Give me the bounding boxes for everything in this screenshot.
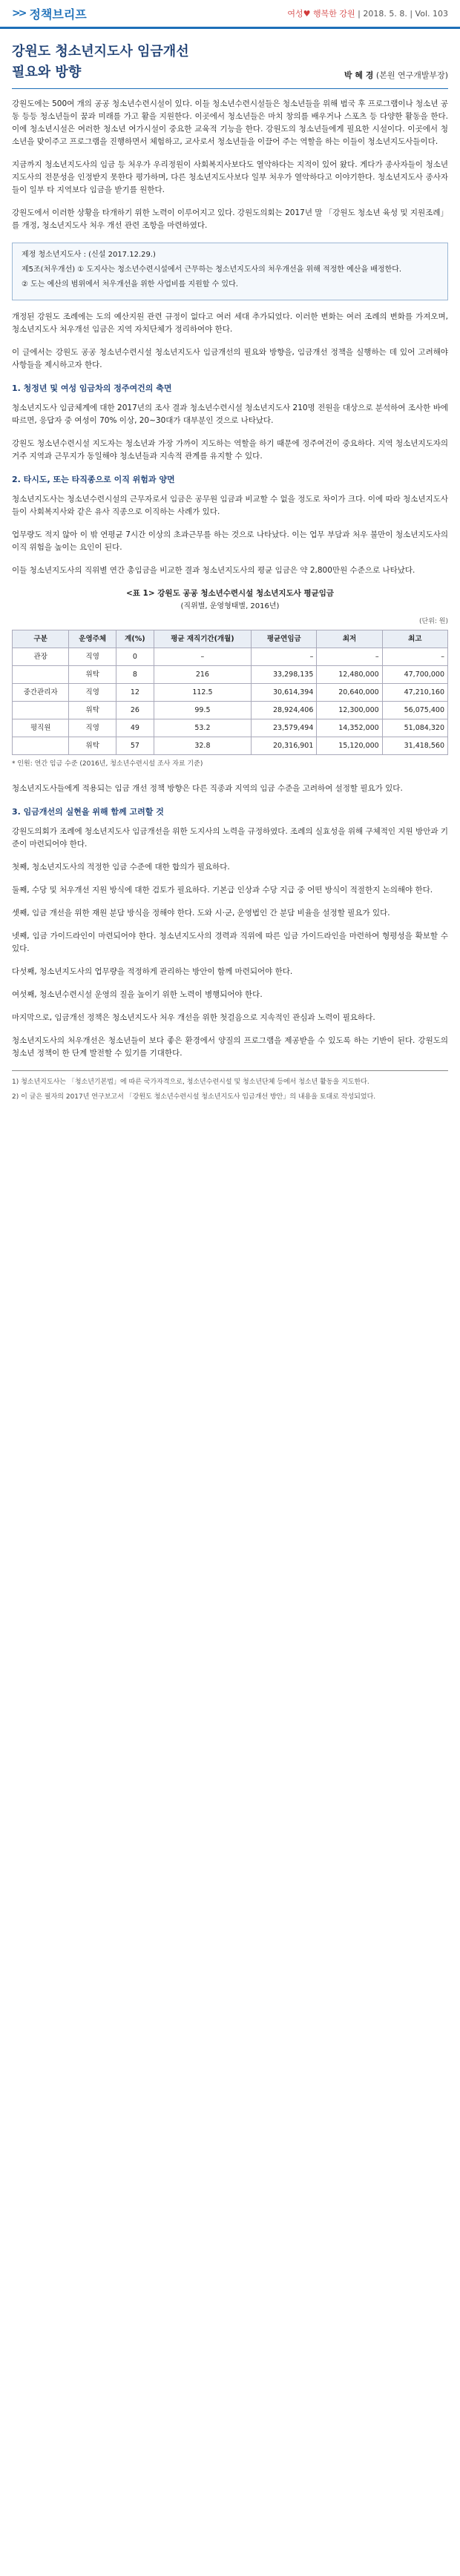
table-note: * 인원: 연간 임금 수준 (2016년, 청소년수련시설 조사 자료 기준) xyxy=(12,760,203,768)
table-cell: 0 xyxy=(116,648,154,666)
table-header: 계(%) xyxy=(116,630,154,648)
table-cell: 위탁 xyxy=(69,702,116,719)
table-cell: 31,418,560 xyxy=(382,737,447,755)
brand xyxy=(12,5,87,22)
chevron-icon: >> xyxy=(12,7,25,19)
ordinance-box xyxy=(12,243,448,300)
section-heading: 2. 타시도, 또는 타직종으로 이직 위험과 양면 xyxy=(12,475,175,484)
table-cell: 47,210,160 xyxy=(382,684,447,702)
footnote: 1) 청소년지도사는 「청소년기본법」에 따른 국가자격으로, 청소년수련시설 및 청소년단체 등에서 청소년 활동을 지도한다. xyxy=(12,1078,369,1086)
table-header: 평균 재직기간(개월) xyxy=(154,630,251,648)
table-cell: – xyxy=(154,648,251,666)
table-caption: <표 1> 강원도 공공 청소년수련시설 청소년지도사 평균임금 xyxy=(125,589,335,598)
footnote: 2) 이 글은 필자의 2017년 연구보고서 「강원도 청소년수련시설 청소년지도사 임금개선 방안」의 내용을 토대로 작성되었다. xyxy=(12,1093,376,1101)
author-org: (본원 연구개발부장) xyxy=(375,70,448,80)
table-row xyxy=(13,719,448,737)
table-cell: 56,075,400 xyxy=(382,702,447,719)
table-row xyxy=(13,684,448,702)
table-cell: 216 xyxy=(154,666,251,684)
issue-date: 2018. 5. 8. xyxy=(363,9,407,19)
article-body xyxy=(0,89,460,1102)
table-subcaption: (직위별, 운영형태별, 2016년) xyxy=(180,602,280,610)
paragraph: 개정된 강원도 조례에는 도의 예산지원 관련 규정이 없다고 여러 세대 추가되었다. 이러한 변화는 여러 조례의 변화를 가져오며, 청소년지도사 처우개선 임금은 지역 자치단체가 정리하여야 한다. xyxy=(12,312,448,334)
paragraph: 강원도에서 이러한 상황을 타개하기 위한 노력이 이루어지고 있다. 강원도의회는 2017년 말 「강원도 청소년 육성 및 지원조례」를 개정, 청소년지도사 처우 개선 관련 조항을 마련하였다. xyxy=(12,208,448,230)
table-row xyxy=(13,737,448,755)
box-line: 제5조(처우개선) ① 도지사는 청소년수련시설에서 근무하는 청소년지도사의 처우개선을 위해 적정한 예산을 배정한다. xyxy=(22,266,402,274)
table-cell: 8 xyxy=(116,666,154,684)
paragraph: 여섯째, 청소년수련시설 운영의 질을 높이기 위한 노력이 병행되어야 한다. xyxy=(12,990,263,999)
author xyxy=(344,69,448,81)
table-cell xyxy=(13,702,69,719)
paragraph: 업무량도 적지 않아 이 밖 연평균 7시간 이상의 초과근무를 하는 것으로 나타났다. 이는 업무 부담과 처우 불만이 청소년지도사의 이직 위험을 높이는 요인이 된다. xyxy=(12,530,448,552)
page-title: 강원도 청소년지도사 임금개선 xyxy=(12,44,189,59)
table-cell: 99.5 xyxy=(154,702,251,719)
issue-info: 여성♥ 행복한 강원 | 2018. 5. 8. | Vol. 103 xyxy=(287,9,448,19)
table-cell: 15,120,000 xyxy=(317,737,382,755)
table-cell: – xyxy=(252,648,317,666)
table-cell xyxy=(13,666,69,684)
table-cell: 12,300,000 xyxy=(317,702,382,719)
paragraph: 넷째, 임금 가이드라인이 마련되어야 한다. 청소년지도사의 경력과 직위에 따른 임금 가이드라인을 마련하여 형평성을 확보할 수 있다. xyxy=(12,932,448,953)
table-cell: 14,352,000 xyxy=(317,719,382,737)
paragraph: 강원도 청소년수련시설 지도자는 청소년과 가장 가까이 지도하는 역할을 하기 때문에 정주여건이 중요하다. 지역 청소년지도자의 거주 지역과 근무지가 동일해야 청소년들과 지속적 관계를 유지할 수 있다. xyxy=(12,439,448,461)
table-cell: 20,640,000 xyxy=(317,684,382,702)
table-cell xyxy=(13,737,69,755)
table-cell: 12,480,000 xyxy=(317,666,382,684)
table-cell: 위탁 xyxy=(69,666,116,684)
paragraph: 둘째, 수당 및 처우개선 지원 방식에 대한 검토가 필요하다. 기본급 인상과 수당 지급 중 어떤 방식이 적절한지 논의해야 한다. xyxy=(12,886,433,895)
table-header: 구분 xyxy=(13,630,69,648)
paragraph: 마지막으로, 임금개선 정책은 청소년지도사 처우 개선을 위한 첫걸음으로 지속적인 관심과 노력이 필요하다. xyxy=(12,1013,375,1022)
issue-tag: 여성♥ 행복한 강원 xyxy=(287,9,355,19)
box-line: 제정 청소년지도사 : (신설 2017.12.29.) xyxy=(22,251,156,259)
paragraph: 청소년지도사의 처우개선은 청소년들이 보다 좋은 환경에서 양질의 프로그램을 제공받을 수 있도록 하는 기반이 된다. 강원도의 청소년 정책이 한 단계 발전할 수 있기를 기대한다. xyxy=(12,1036,448,1058)
table-cell: 중간관리자 xyxy=(13,684,69,702)
table-cell: – xyxy=(382,648,447,666)
section-heading: 1. 청정년 및 여성 임금차의 정주여건의 축면 xyxy=(12,383,172,393)
table-row xyxy=(13,666,448,684)
header xyxy=(0,0,460,29)
paragraph: 셋째, 임금 개선을 위한 재원 분담 방식을 정해야 한다. 도와 시·군, 운영법인 간 분담 비율을 설정할 필요가 있다. xyxy=(12,909,390,918)
table-cell: 49 xyxy=(116,719,154,737)
paragraph: 첫째, 청소년지도사의 적정한 임금 수준에 대한 합의가 필요하다. xyxy=(12,863,230,872)
section-heading: 3. 임금개선의 실현을 위해 함께 고려할 것 xyxy=(12,807,164,817)
issue-vol: Vol. 103 xyxy=(415,9,448,19)
table-header: 운영주체 xyxy=(69,630,116,648)
brand-title: 정책브리프 xyxy=(29,7,87,22)
paragraph: 강원도의회가 조례에 청소년지도사 임금개선을 위한 도지사의 노력을 규정하였다. 조례의 실효성을 위해 구체적인 지원 방안과 기준이 마련되어야 한다. xyxy=(12,827,448,849)
table-header: 최저 xyxy=(317,630,382,648)
table-cell: 30,614,394 xyxy=(252,684,317,702)
paragraph: 이 글에서는 강원도 공공 청소년수련시설 청소년지도사 임금개선의 필요와 방향을, 임금개선 정책을 실행하는 데 있어 고려해야 사항들을 제시하고자 한다. xyxy=(12,348,448,369)
author-name: 박 혜 경 xyxy=(344,70,374,80)
table-cell: 32.8 xyxy=(154,737,251,755)
table-cell: 관장 xyxy=(13,648,69,666)
table-header-row xyxy=(13,630,448,648)
table-header: 최고 xyxy=(382,630,447,648)
table-cell: 23,579,494 xyxy=(252,719,317,737)
paragraph: 다섯째, 청소년지도사의 업무량을 적정하게 관리하는 방안이 함께 마련되어야 한다. xyxy=(12,967,293,976)
table-header: 평균연임금 xyxy=(252,630,317,648)
table-cell: 직영 xyxy=(69,648,116,666)
table-unit: (단위: 원) xyxy=(419,618,448,625)
table-cell: 33,298,135 xyxy=(252,666,317,684)
paragraph: 지금까지 청소년지도사의 임금 등 처우가 우리정원이 사회복지사보다도 열악하다는 지적이 있어 왔다. 게다가 종사자들이 청소년지도사의 전문성을 인정받지 못한다 평가하며, 다른 청소년지도사보다 일부 처우가 열악하다고 이야기한다. 청소년지도사 종사자들이 일부 타 지역보다 임금을 받기를 원한다. xyxy=(12,160,448,194)
footnotes xyxy=(12,1070,448,1102)
table-cell: 26 xyxy=(116,702,154,719)
table-cell: 20,316,901 xyxy=(252,737,317,755)
paragraph: 청소년지도사는 청소년수련시설의 근무자로서 임금은 공무원 임금과 비교할 수 없을 정도로 차이가 크다. 이에 따라 청소년지도사들이 사회복지사와 같은 유사 직종으로 이직하는 사례가 있다. xyxy=(12,495,448,516)
table-row xyxy=(13,702,448,719)
title-row xyxy=(12,62,448,89)
table-cell: 28,924,406 xyxy=(252,702,317,719)
table-cell: 위탁 xyxy=(69,737,116,755)
table-cell: 평직원 xyxy=(13,719,69,737)
table-cell: 112.5 xyxy=(154,684,251,702)
table-cell: 직영 xyxy=(69,684,116,702)
table-row xyxy=(13,648,448,666)
paragraph: 강원도에는 500여 개의 공공 청소년수련시설이 있다. 이들 청소년수련시설들은 청소년들을 위해 범국 후 프로그램이나 청소년 공동 등등 청소년들이 꿈과 미래를 가고 활을 지원한다. 이곳에서 청소년들은 마치 창의를 배우거나 스포츠 등 다양한 활동을 한다. 이에 청소년시설은 여러한 청소년 여가시설이 중요한 교육적 기능을 한다. 강원도의 청소년들에게 필요한 시설이다. 이곳에서 청소년을 맞이주고 프로그램을 진행하면서 체험하고, 교사로서 청소년들을 이끌어 주는 역할을 하는 이들이 청소년지도사들이다. xyxy=(12,99,448,146)
table-cell: – xyxy=(317,648,382,666)
paragraph: 청소년지도사들에게 적용되는 임금 개선 정책 방향은 다른 직종과 지역의 임금 수준을 고려하여 설정할 필요가 있다. xyxy=(12,784,403,793)
table-cell: 12 xyxy=(116,684,154,702)
table-cell: 57 xyxy=(116,737,154,755)
paragraph: 이들 청소년지도사의 직위별 연간 총임금을 비교한 결과 청소년지도사의 평균 임금은 약 2,800만원 수준으로 나타났다. xyxy=(12,566,415,575)
wage-table xyxy=(12,630,448,755)
box-line: ② 도는 예산의 범위에서 처우개선을 위한 사업비를 지원할 수 있다. xyxy=(22,280,238,289)
table-cell: 47,700,000 xyxy=(382,666,447,684)
paragraph: 청소년지도사 임금체계에 대한 2017년의 조사 결과 청소년수련시설 청소년지도사 210명 전원을 대상으로 분석하여 조사한 바에 따르면, 응답자 중 여성이 70% 이상, 20~30대가 대부분인 것으로 나타났다. xyxy=(12,403,448,425)
page-subtitle: 필요와 방향 xyxy=(12,65,82,80)
table-cell: 직영 xyxy=(69,719,116,737)
table-cell: 51,084,320 xyxy=(382,719,447,737)
table-cell: 53.2 xyxy=(154,719,251,737)
